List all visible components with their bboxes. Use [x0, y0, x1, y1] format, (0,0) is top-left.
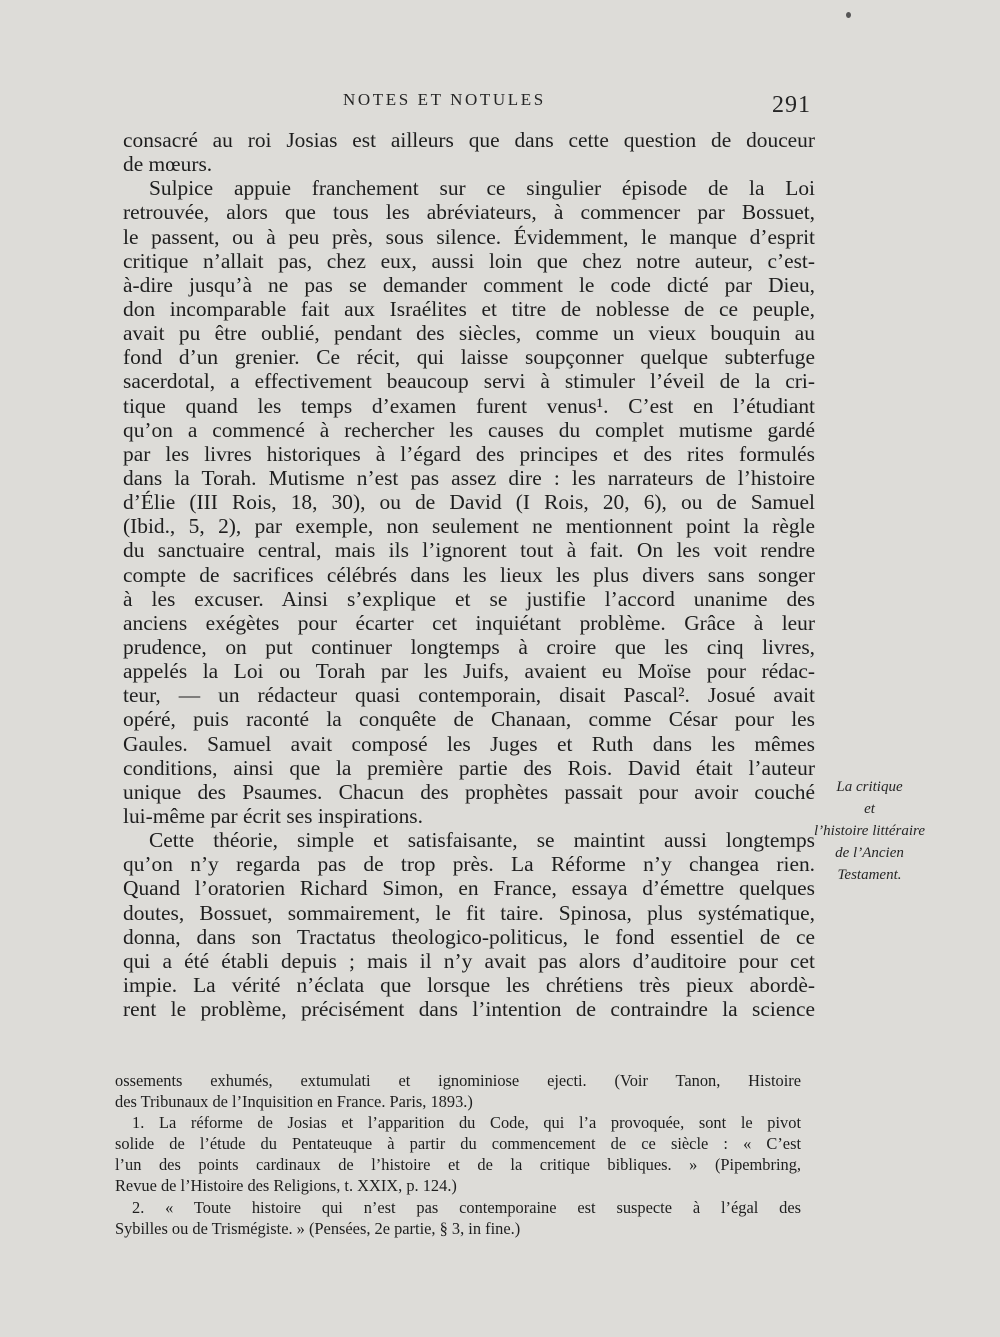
running-head: NOTES ET NOTULES	[343, 90, 546, 109]
text-line: donna, dans son Tractatus theologico-politicus, le fond essentiel de ce	[123, 924, 815, 949]
text-line: appelés la Loi ou Torah par les Juifs, avaient eu Moïse pour rédac-	[123, 659, 815, 684]
text-line: tique quand les temps d’examen furent venus¹. C’est en l’étudiant	[123, 393, 815, 418]
text-line: avait pu être oublié, pendant des siècles, comme un vieux bouquin au	[123, 321, 815, 346]
text-line: du sanctuaire central, mais ils l’ignorent tout à fait. On les voit rendre	[123, 538, 815, 563]
text-line: dans la Torah. Mutisme n’est pas assez dire : les narrateurs de l’histoire	[123, 465, 815, 490]
footnote-line: 1. La réforme de Josias et l’apparition du Code, qui l’a provoquée, sont le pivot	[132, 1113, 801, 1133]
text-line: anciens exégètes pour écarter cet inquiétant problème. Grâce à leur	[123, 610, 815, 635]
text-line: lui-même par écrit ses inspirations.	[123, 803, 423, 828]
margin-note-line: l’histoire littéraire	[814, 823, 925, 839]
text-line: rent le problème, précisément dans l’intention de contraindre la science	[123, 997, 815, 1022]
text-line: Gaules. Samuel avait composé les Juges et Ruth dans les mêmes	[123, 731, 815, 756]
text-line: consacré au roi Josias est ailleurs que dans cette question de douceur	[123, 128, 815, 152]
main-text	[123, 128, 815, 1021]
text-line: retrouvée, alors que tous les abréviateurs, à commencer par Bossuet,	[123, 200, 815, 225]
footnote-line: solide de l’étude du Pentateuque à partir du commencement de ce siècle : « C’est	[115, 1134, 801, 1154]
text-line: qui a été établi depuis ; mais il n’y avait pas alors d’auditoire pour cet	[123, 948, 815, 973]
footnote-line: ossements exhumés, extumulati et ignominiose ejecti. (Voir Tanon, Histoire	[115, 1071, 801, 1090]
text-line: Quand l’oratorien Richard Simon, en France, essaya d’émettre quelques	[123, 876, 815, 901]
margin-note	[802, 776, 937, 886]
footnote-line: l’un des points cardinaux de l’histoire et de la critique bibliques. » (Pipembring,	[115, 1155, 801, 1175]
text-line: unique des Psaumes. Chacun des prophètes passait pour avoir couché	[123, 779, 815, 804]
text-line: prudence, on put continuer longtemps à croire que les cinq livres,	[123, 634, 815, 659]
text-line: conditions, ainsi que la première partie des Rois. David était l’auteur	[123, 755, 815, 780]
text-line: à-dire jusqu’à ne pas se demander comment le code dicté par Dieu,	[123, 272, 815, 297]
margin-note-line: La critique	[836, 779, 903, 795]
text-line: opéré, puis raconté la conquête de Chanaan, comme César pour les	[123, 707, 815, 732]
text-line: don incomparable fait aux Israélites et titre de noblesse de ce peuple,	[123, 296, 815, 321]
text-line: qu’on n’y regarda pas de trop près. La Réforme n’y changea rien.	[123, 852, 815, 877]
text-line: doutes, Bossuet, sommairement, le fit taire. Spinosa, plus systématique,	[123, 900, 815, 925]
text-line: Sulpice appuie franchement sur ce singulier épisode de la Loi	[149, 176, 815, 201]
text-line: le passent, ou à peu près, sous silence. Évidemment, le manque d’esprit	[123, 224, 815, 249]
text-line: par les livres historiques à l’égard des principes et des rites formulés	[123, 441, 815, 466]
margin-note-line: de l’Ancien	[835, 845, 904, 861]
footnotes	[115, 1070, 801, 1239]
ink-speck	[846, 12, 851, 18]
text-line: fond d’un grenier. Ce récit, qui laisse soupçonner quelque subterfuge	[123, 345, 815, 370]
footnote-line: Revue de l’Histoire des Religions, t. XXIX, p. 124.)	[115, 1176, 457, 1196]
text-line: teur, — un rédacteur quasi contemporain, disait Pascal². Josué avait	[123, 683, 815, 708]
text-line: (Ibid., 5, 2), par exemple, non seulement ne mentionnent point la règle	[123, 514, 815, 539]
text-line: qu’on a commencé à rechercher les causes du complet mutisme gardé	[123, 417, 815, 442]
text-line: de mœurs.	[123, 152, 213, 177]
text-line: Cette théorie, simple et satisfaisante, se maintint aussi longtemps	[149, 828, 815, 853]
footnote-line: 2. « Toute histoire qui n’est pas contemporaine est suspecte à l’égal des	[132, 1197, 801, 1217]
text-line: à les excuser. Ainsi s’explique et se justifie l’accord unanime des	[123, 586, 815, 611]
text-line: impie. La vérité n’éclata que lorsque les chrétiens très pieux abordè-	[123, 972, 815, 997]
text-line: critique n’allait pas, chez eux, aussi loin que chez notre auteur, c’est-	[123, 248, 815, 273]
footnote-line: Sybilles ou de Trismégiste. » (Pensées, 2e partie, § 3, in fine.)	[115, 1218, 521, 1238]
page-number: 291	[772, 92, 811, 118]
text-line: sacerdotal, a effectivement beaucoup servi à stimuler l’éveil de la cri-	[123, 369, 815, 394]
margin-note-line: Testament.	[837, 867, 902, 883]
margin-note-line: et	[864, 801, 875, 817]
footnote-line: des Tribunaux de l’Inquisition en France. Paris, 1893.)	[115, 1092, 473, 1112]
text-line: d’Élie (III Rois, 18, 30), ou de David (I Rois, 20, 6), ou de Samuel	[123, 490, 815, 515]
text-line: compte de sacrifices célébrés dans les lieux les plus divers sans songer	[123, 562, 815, 587]
